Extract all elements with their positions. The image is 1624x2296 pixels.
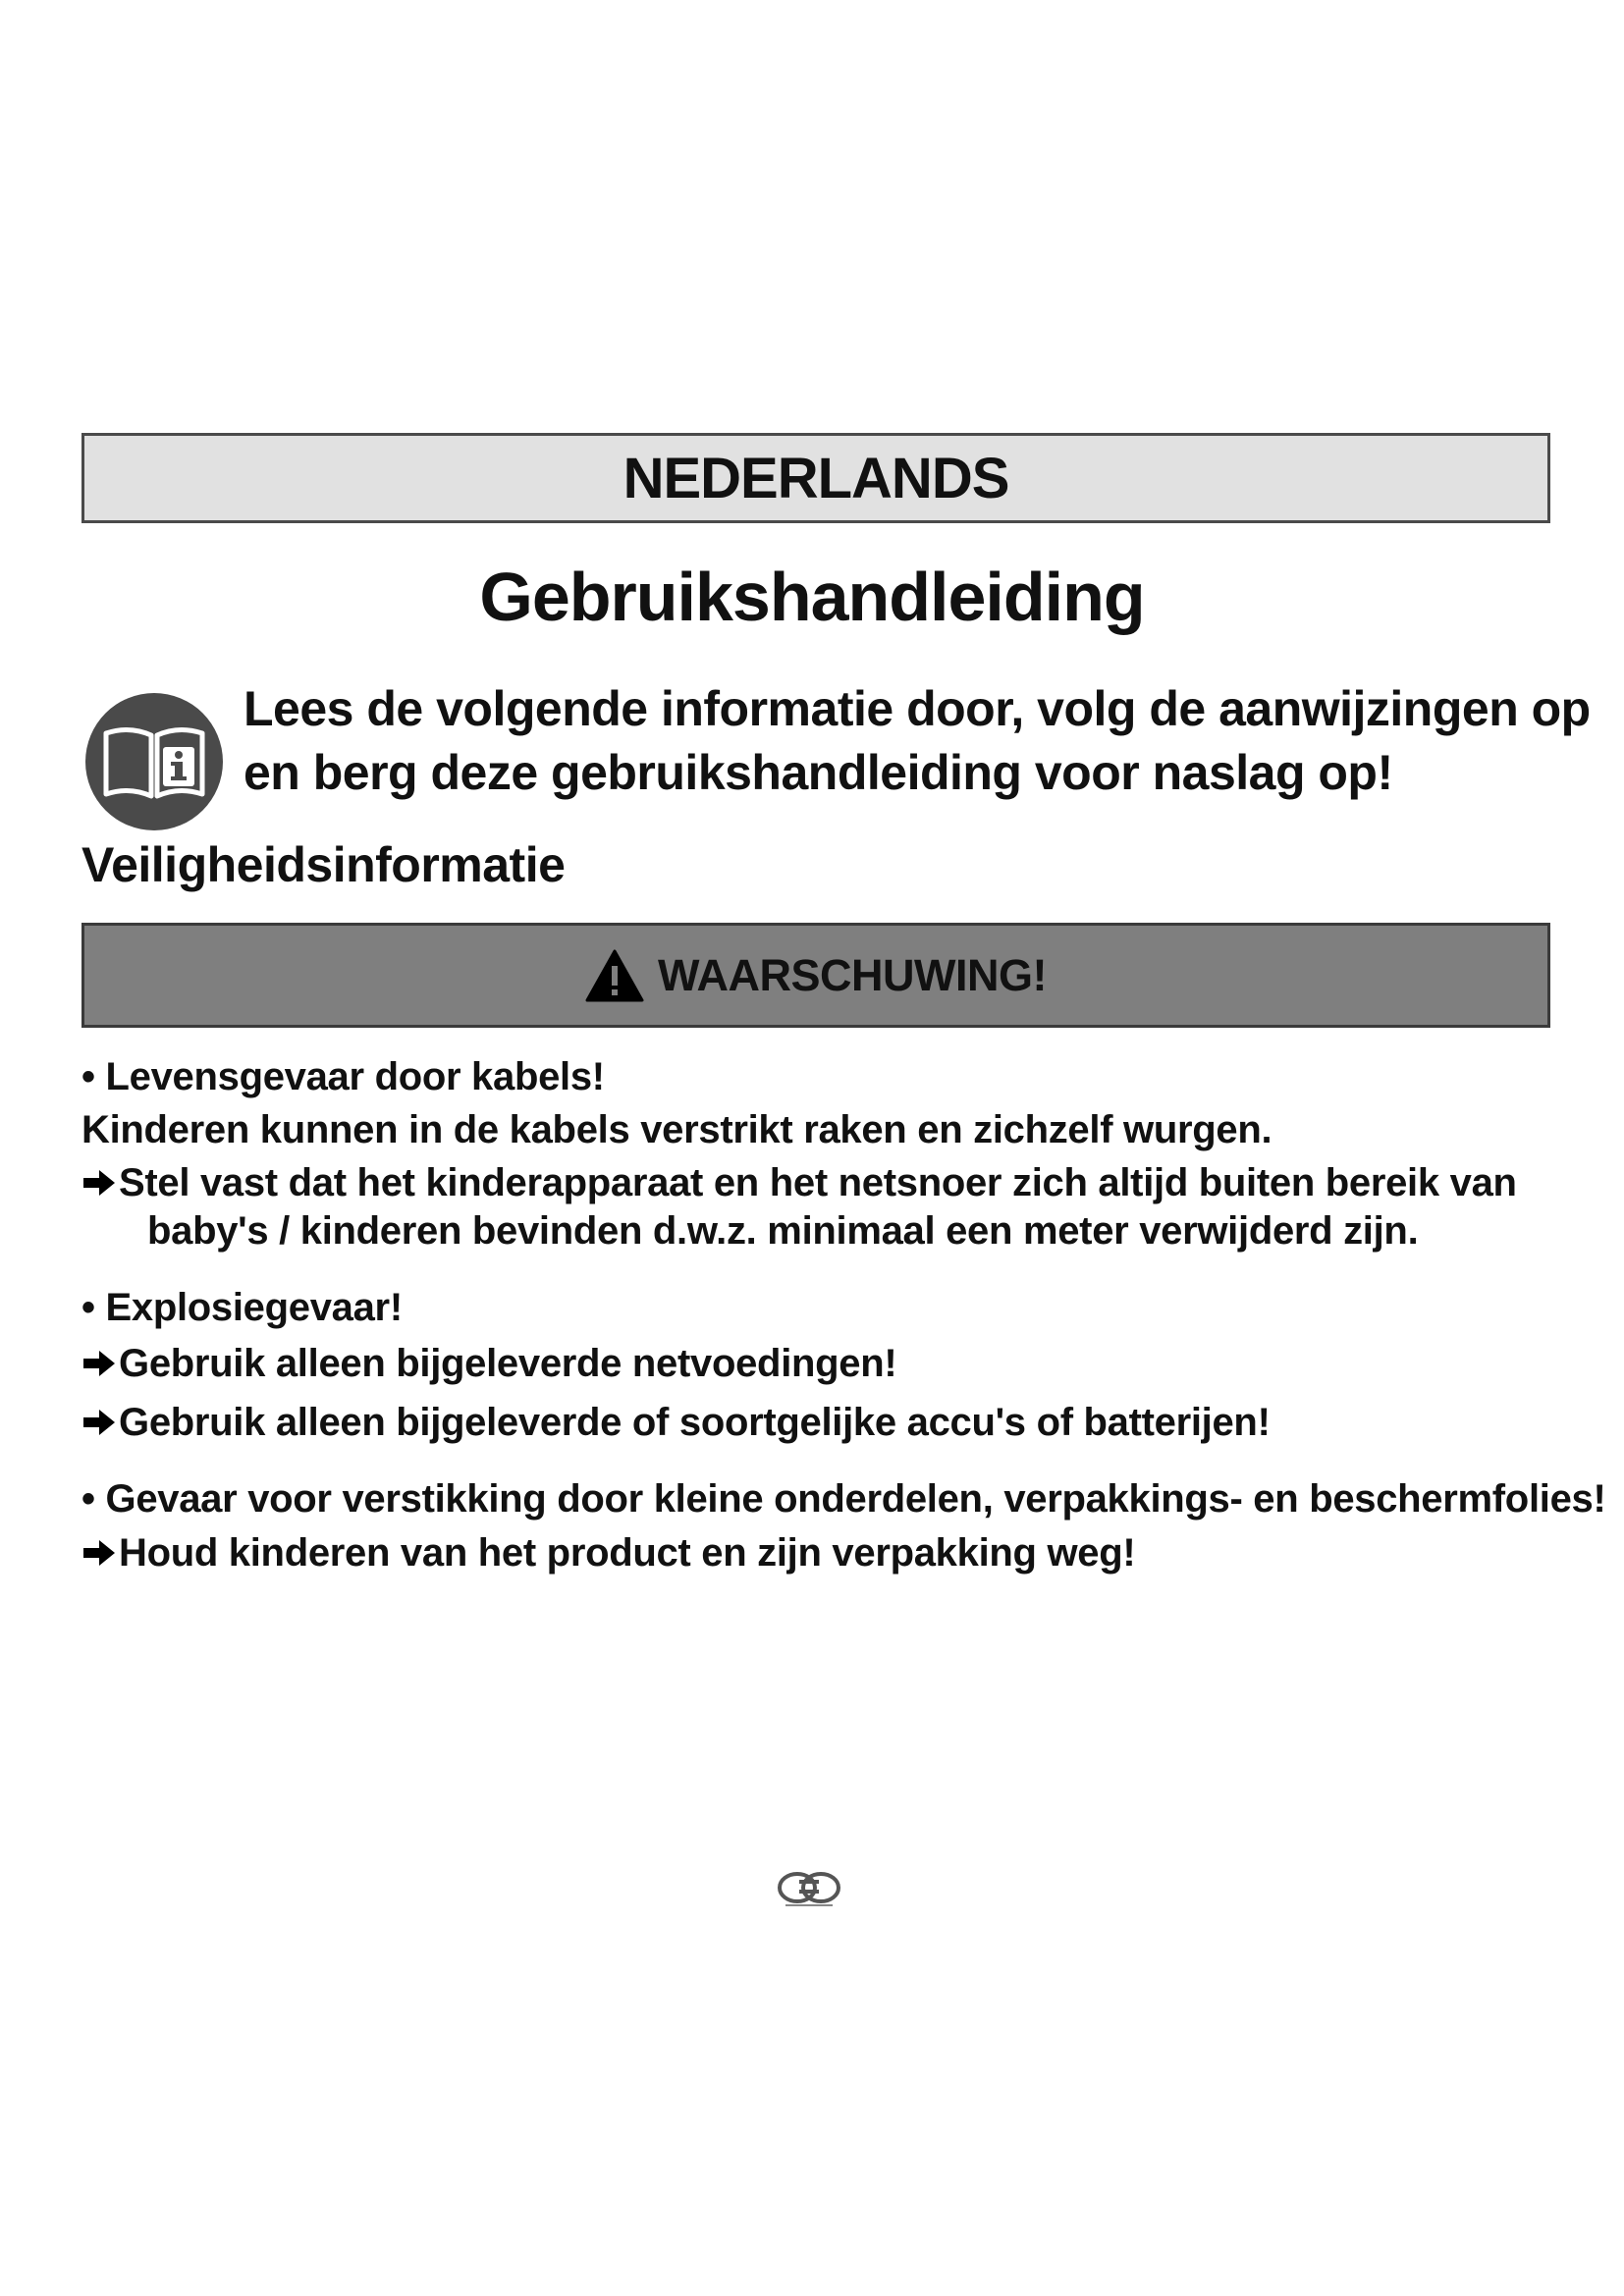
brand-logo-icon (776, 1870, 842, 1909)
instruction-item (81, 1531, 1135, 1575)
hazard-item: • Explosiegevaar! (81, 1286, 403, 1329)
page-title: Gebruikshandleiding (479, 559, 1145, 635)
instruction-text: Gebruik alleen bijgeleverde of soortgelijke accu's of batterijen! (119, 1401, 1271, 1444)
language-label: NEDERLANDS (623, 446, 1009, 510)
instruction-text: Houd kinderen van het product en zijn verpakking weg! (119, 1531, 1136, 1575)
instruction-item (81, 1401, 1271, 1445)
hazard-description: Kinderen kunnen in de kabels verstrikt raken en zichzelf wurgen. (81, 1108, 1272, 1151)
warning-triangle-icon (585, 949, 644, 1002)
arrow-right-icon (81, 1408, 117, 1437)
language-banner (81, 433, 1550, 523)
arrow-right-icon (81, 1168, 117, 1198)
instruction-item (81, 1342, 896, 1386)
intro-line: Lees de volgende informatie door, volg de aanwijzingen op (244, 681, 1591, 736)
instruction-item (81, 1161, 1517, 1205)
arrow-right-icon (81, 1349, 117, 1378)
instruction-text: Gebruik alleen bijgeleverde netvoedingen! (119, 1342, 897, 1385)
hazard-item: • Levensgevaar door kabels! (81, 1055, 605, 1098)
warning-banner (81, 923, 1550, 1028)
instruction-continuation: baby's / kinderen bevinden d.w.z. minimaal een meter verwijderd zijn. (147, 1209, 1419, 1253)
section-heading: Veiligheidsinformatie (81, 837, 566, 892)
instruction-text: Stel vast dat het kinderapparaat en het netsnoer zich altijd buiten bereik van (119, 1161, 1517, 1204)
warning-label: WAARSCHUWING! (658, 949, 1047, 1000)
hazard-item: • Gevaar voor verstikking door kleine onderdelen, verpakkings- en beschermfolies! (81, 1477, 1606, 1521)
read-manual-icon (84, 692, 224, 831)
intro-text (244, 677, 1591, 805)
intro-line: en berg deze gebruikshandleiding voor naslag op! (244, 745, 1393, 800)
arrow-right-icon (81, 1538, 117, 1568)
